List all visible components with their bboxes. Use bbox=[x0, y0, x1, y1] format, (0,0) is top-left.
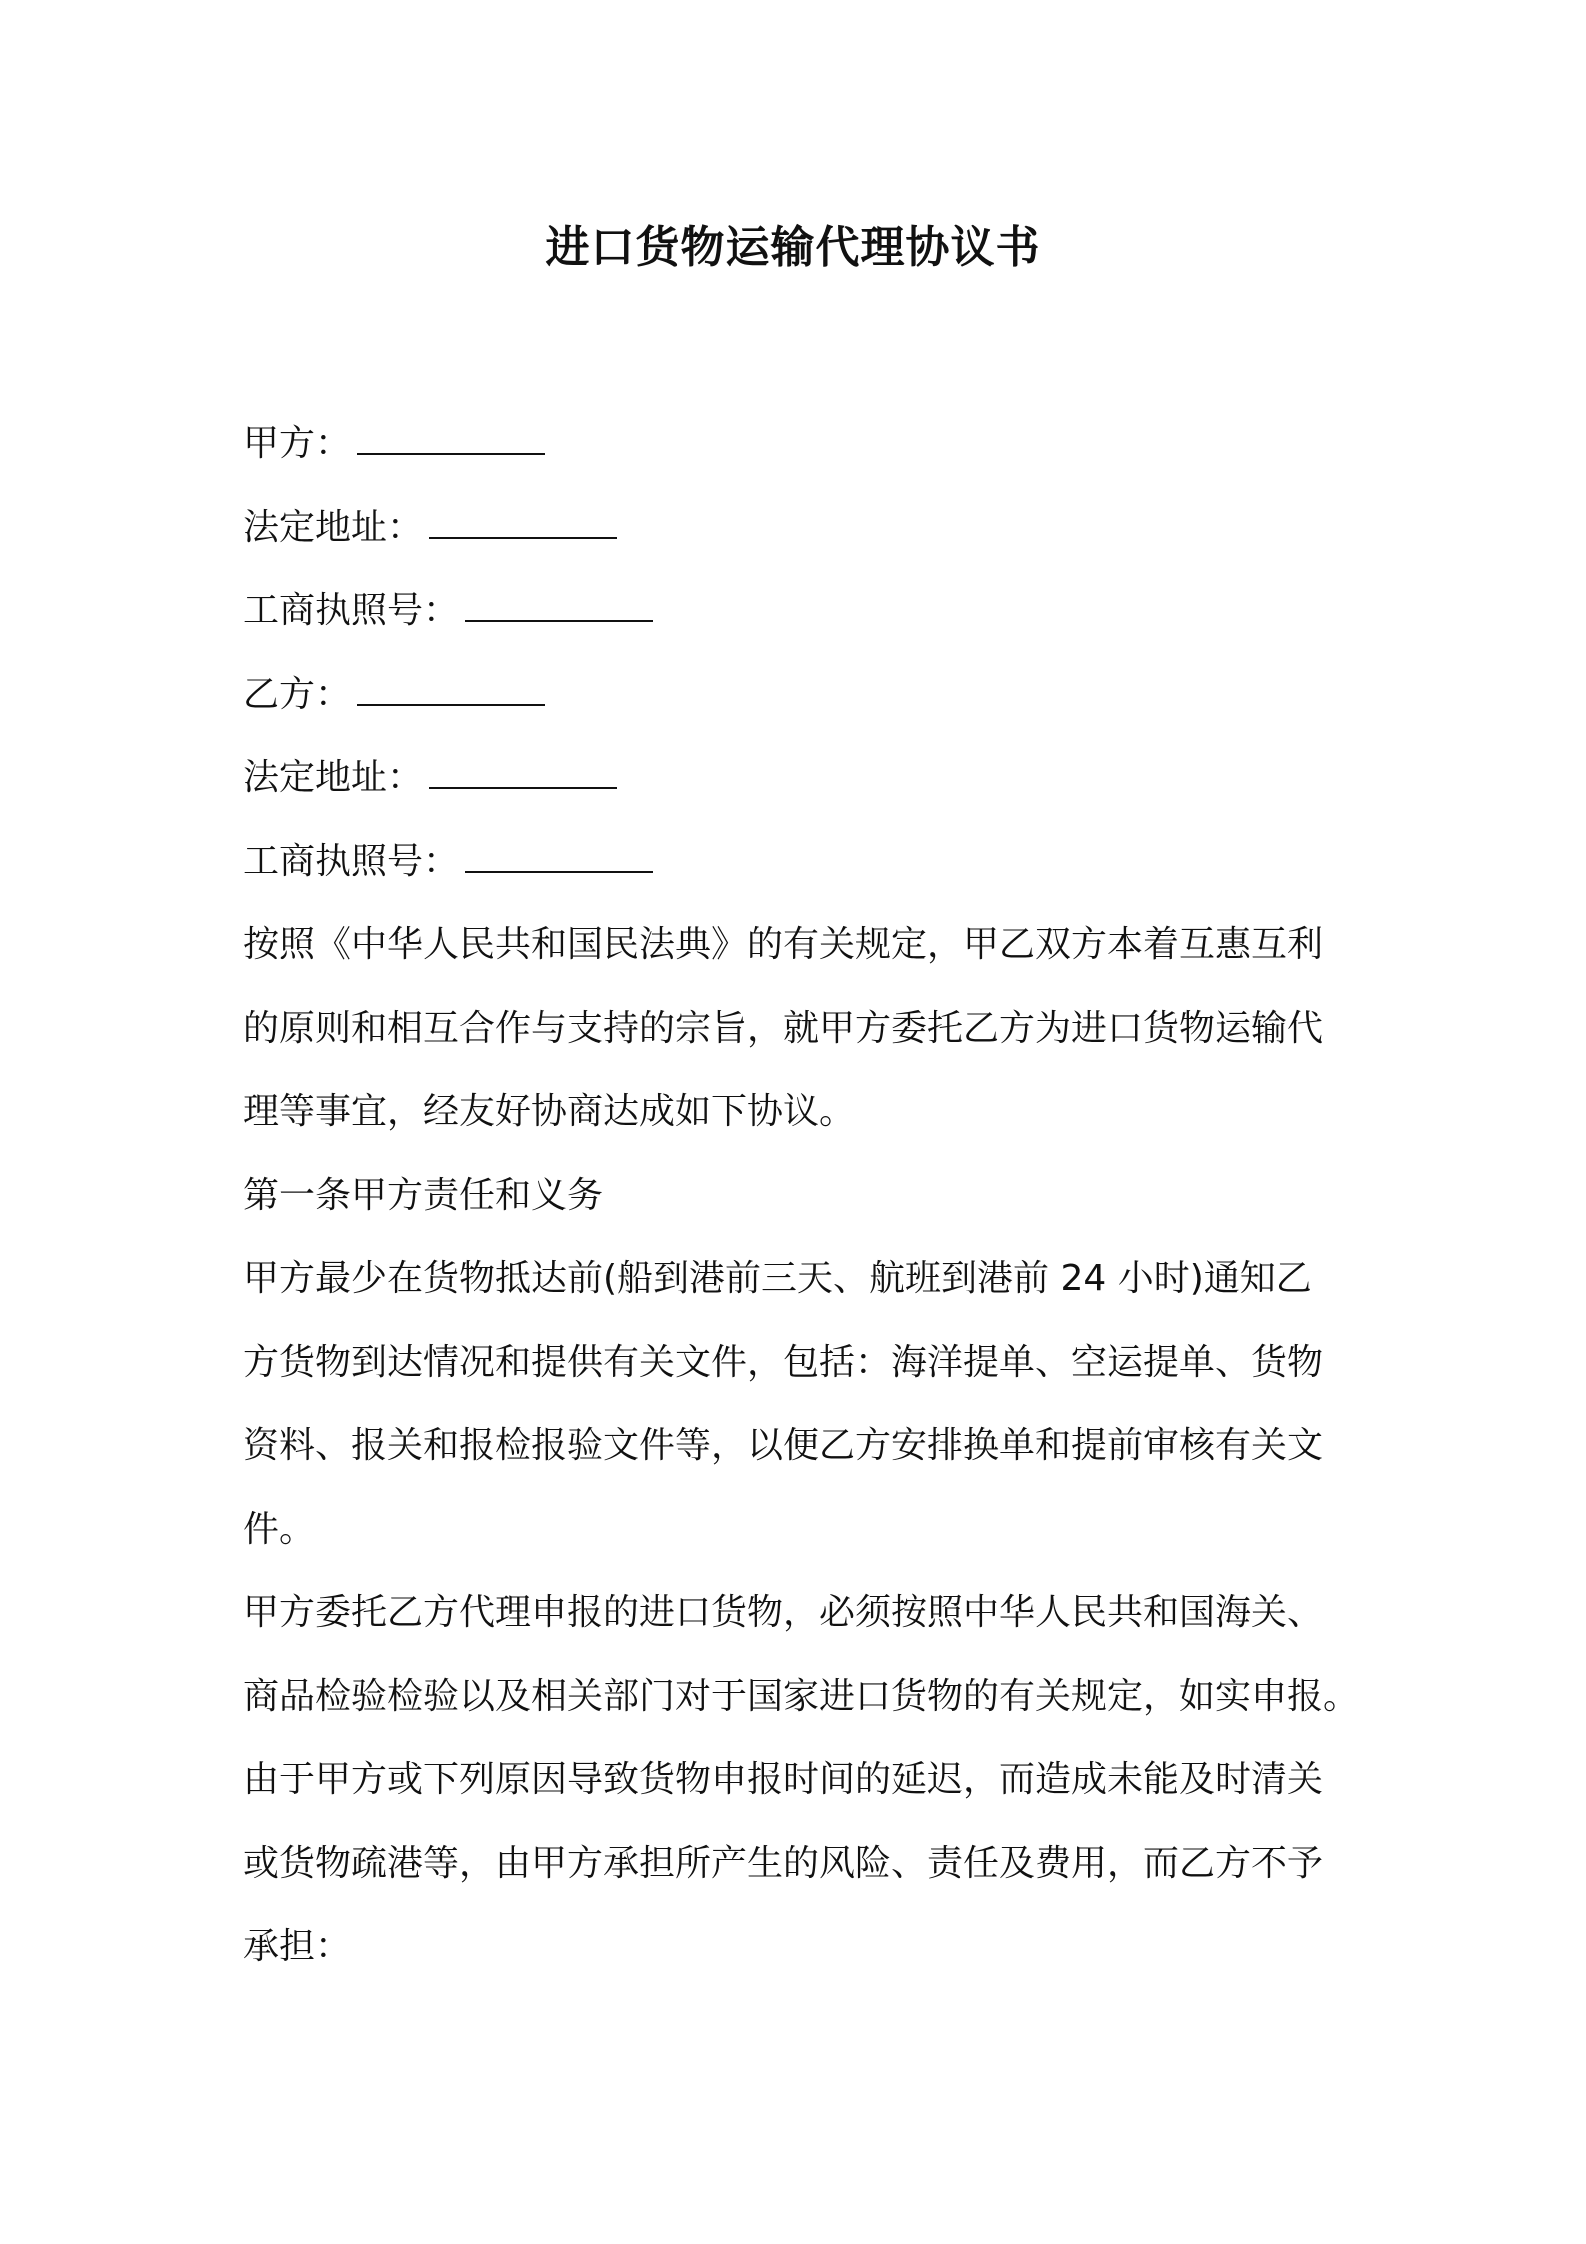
field-label: 工商执照号： bbox=[243, 590, 460, 631]
fill-in-blank bbox=[465, 843, 653, 873]
body-text-line: 方货物到达情况和提供有关文件，包括：海洋提单、空运提单、货物 bbox=[243, 1341, 1324, 1383]
field-party-a-license bbox=[243, 569, 1358, 653]
field-party-a bbox=[243, 402, 1358, 486]
field-label: 法定地址： bbox=[243, 757, 424, 798]
body-text-line: 甲方最少在货物抵达前(船到港前三天、航班到港前 24 小时)通知乙 bbox=[243, 1258, 1312, 1299]
field-label: 法定地址： bbox=[243, 506, 424, 548]
field-label: 乙方： bbox=[243, 673, 352, 715]
field-label: 工商执照号： bbox=[243, 840, 460, 882]
body-text-line: 的原则和相互合作与支持的宗旨，就甲方委托乙方为进口货物运输代 bbox=[243, 1007, 1324, 1049]
body-text-line: 理等事宜，经友好协商达成如下协议。 bbox=[243, 1091, 856, 1132]
fill-in-blank bbox=[465, 592, 653, 622]
body-text-line: 承担： bbox=[243, 1926, 352, 1967]
body-text-line: 由于甲方或下列原因导致货物申报时间的延迟，而造成未能及时清关 bbox=[243, 1759, 1324, 1800]
fill-in-blank bbox=[357, 676, 545, 706]
document-title: 进口货物运输代理协议书 bbox=[545, 222, 1041, 273]
body-text-line: 按照《中华人民共和国民法典》的有关规定，甲乙双方本着互惠互利 bbox=[243, 924, 1324, 965]
body-text-line: 甲方委托乙方代理申报的进口货物，必须按照中华人民共和国海关、 bbox=[243, 1592, 1324, 1633]
body-text-line: 资料、报关和报检报验文件等，以便乙方安排换单和提前审核有关文 bbox=[243, 1425, 1324, 1466]
field-party-b bbox=[243, 653, 1358, 737]
fill-in-blank bbox=[429, 759, 617, 789]
document-body bbox=[243, 402, 1358, 1989]
field-label: 甲方： bbox=[243, 423, 352, 464]
field-party-a-address bbox=[243, 486, 1358, 570]
body-text-line: 件。 bbox=[243, 1508, 316, 1550]
article-heading: 第一条甲方责任和义务 bbox=[243, 1174, 604, 1216]
body-text-line: 商品检验检验以及相关部门对于国家进口货物的有关规定，如实申报。 bbox=[243, 1675, 1360, 1717]
fill-in-blank bbox=[357, 425, 545, 455]
field-party-b-license bbox=[243, 820, 1358, 904]
field-party-b-address bbox=[243, 736, 1358, 820]
body-text-line: 或货物疏港等，由甲方承担所产生的风险、责任及费用，而乙方不予 bbox=[243, 1842, 1324, 1884]
fill-in-blank bbox=[429, 509, 617, 539]
